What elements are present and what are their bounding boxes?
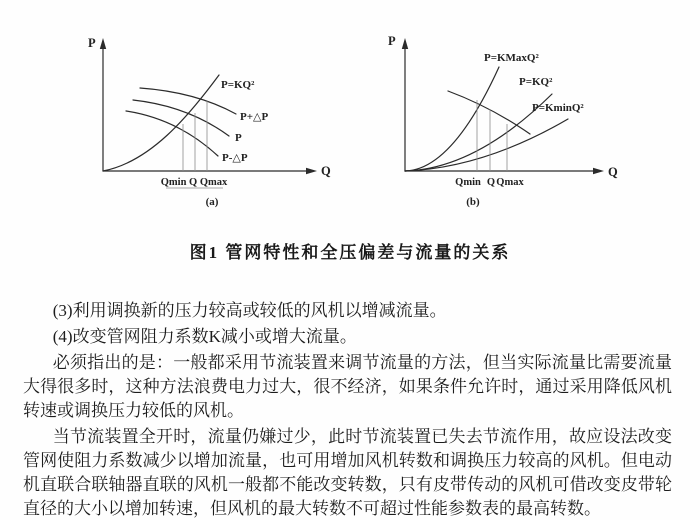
paragraph-throttling-note: 必须指出的是：一般都采用节流装置来调节流量的方法，但当实际流量比需要流量大得很多时，这种方法浪费电力过大，很不经济，如果条件允许时，通过采用降低风机转速或调换压力较低的风机。 [23, 353, 672, 420]
panel-tag: (b) [466, 196, 480, 208]
curve-kmax-label: P=KMaxQ² [484, 52, 539, 64]
system-curve-label: P=KQ² [221, 79, 255, 91]
curve-kmin-label: P=KminQ² [532, 102, 584, 114]
figure-caption: 图1 管网特性和全压偏差与流量的关系 [189, 243, 511, 262]
graph-panel-b [372, 14, 632, 214]
y-axis-arrow-icon [402, 38, 408, 49]
graph-panel-a [76, 14, 336, 214]
fan-curve-low [126, 111, 218, 156]
fan-curve-mid-label: P [235, 132, 242, 144]
tick-qmin: Qmin [455, 177, 481, 188]
paragraph-item-3: (3)利用调换新的压力较高或较低的风机以增减流量。 [52, 301, 447, 320]
tick-q: Q [486, 177, 496, 188]
figure-1 [0, 0, 700, 214]
panel-tag: (a) [205, 196, 219, 208]
system-curve [103, 75, 219, 171]
curve-k-label: P=KQ² [519, 76, 553, 88]
y-axis-label: P [88, 36, 96, 50]
x-axis-label: Q [608, 165, 618, 179]
fan-curve-high-label: P+△P [240, 111, 269, 123]
fan-curve [448, 91, 530, 134]
tick-qmax: Qmax [496, 177, 524, 188]
x-tick-labels: Qmin Q Qmax [160, 177, 228, 188]
y-axis-arrow-icon [100, 38, 106, 49]
paragraph-full-open-note: 当节流装置全开时，流量仍嫌过少，此时节流装置已失去节流作用，故应设法改变管网使阻力系数减少以增加流量，也可用增加风机转数和调换压力较高的风机。但电动机直联合联轴器直联的风机一般都不能改变转数，只有皮带传动的风机可借改变皮带轮直径的大小以增加转速，但风机的最大转数不可超过性能参数表的最高转数。 [23, 427, 672, 518]
x-axis-arrow-icon [306, 168, 317, 174]
fan-curve-low-label: P-△P [222, 152, 248, 164]
system-curve-kmax [405, 67, 499, 171]
paragraph-item-4: (4)改变管网阻力系数K减小或增大流量。 [52, 327, 357, 346]
y-axis-label: P [388, 34, 396, 48]
fan-curve-mid [133, 100, 229, 136]
body-text [0, 299, 700, 521]
x-axis-label: Q [321, 164, 331, 178]
system-curve-k [405, 94, 552, 171]
fan-curve-high [140, 88, 236, 114]
x-axis-arrow-icon [593, 168, 604, 174]
